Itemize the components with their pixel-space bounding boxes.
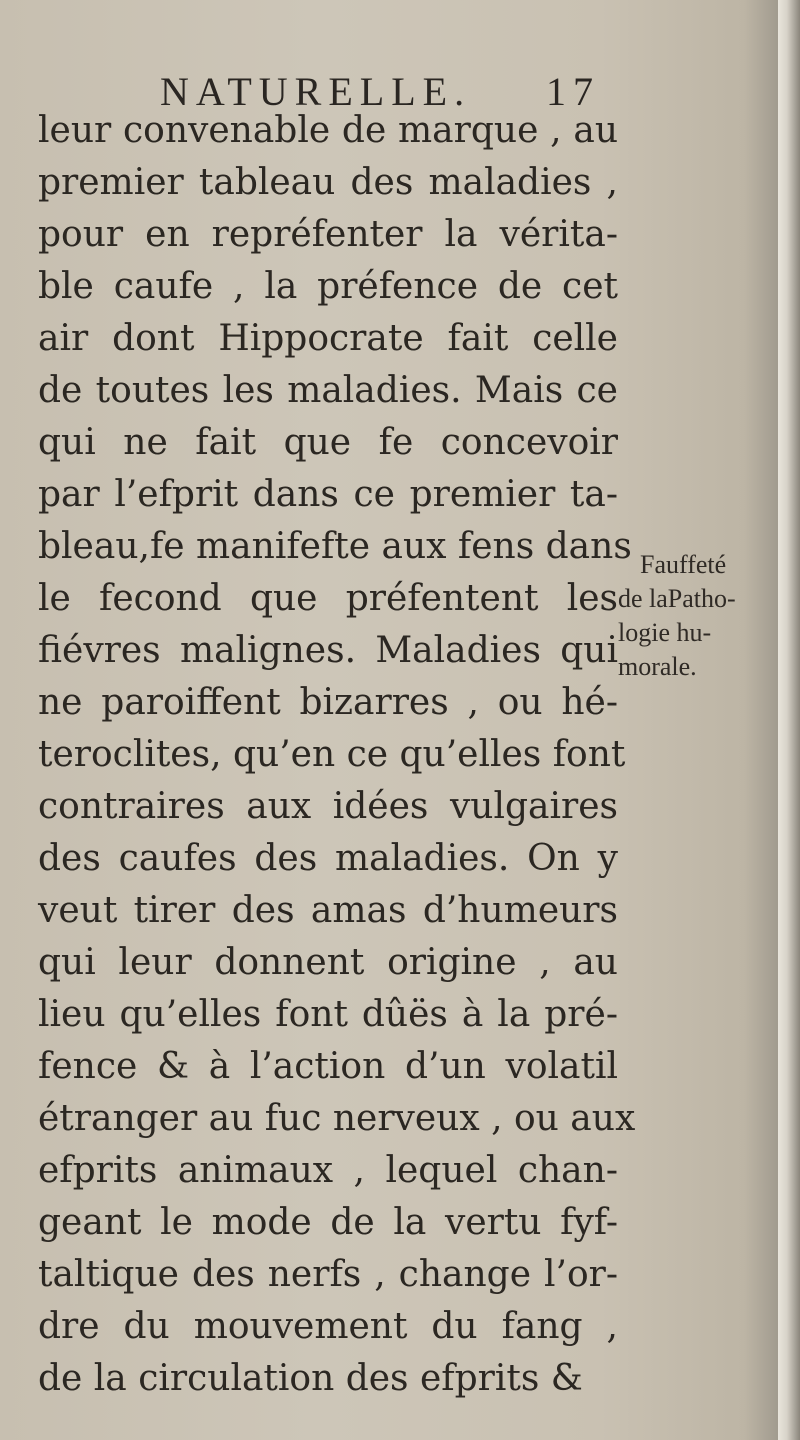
page-edge (778, 0, 800, 1440)
text-line: qui leur donnent origine , au (38, 942, 618, 983)
marginal-note-line: morale. (618, 652, 697, 681)
text-line: bleau,fe manifefte aux fens dans (38, 526, 632, 567)
text-line: étranger au fuc nerveux , ou aux (38, 1098, 636, 1139)
text-line: taltique des nerfs , change l’or- (38, 1254, 618, 1295)
page-number: 17 (546, 69, 600, 114)
text-line: contraires aux idées vulgaires (38, 786, 618, 827)
body-text (38, 105, 636, 1405)
text-line: efprits animaux , lequel chan- (38, 1150, 618, 1191)
marginal-note (618, 548, 788, 684)
text-line: fiévres malignes. Maladies qui (38, 630, 618, 671)
marginal-note-line: Fauffeté (640, 550, 727, 579)
text-line: fence & à l’action d’un volatil (38, 1046, 618, 1087)
text-line: dre du mouvement du fang , (38, 1306, 618, 1347)
text-line: par l’efprit dans ce premier ta- (38, 474, 618, 515)
text-line: de toutes les maladies. Mais ce (38, 370, 618, 411)
text-line: geant le mode de la vertu fyf- (38, 1202, 618, 1243)
text-line: de la circulation des efprits & (38, 1358, 583, 1399)
text-line: ne paroiffent bizarres , ou hé- (38, 682, 618, 723)
text-line: ble caufe , la préfence de cet (38, 266, 618, 307)
text-line: qui ne fait que fe concevoir (38, 422, 618, 463)
text-line: des caufes des maladies. On y (38, 838, 618, 879)
text-line: pour en repréfenter la vérita- (38, 214, 618, 255)
text-line: veut tirer des amas d’humeurs (38, 890, 618, 931)
text-line: premier tableau des maladies , (38, 162, 618, 203)
marginal-note-line: de laPatho- (618, 584, 736, 613)
text-line: leur convenable de marque , au (38, 110, 618, 151)
text-line: le fecond que préfentent les (38, 578, 618, 619)
text-line: teroclites, qu’en ce qu’elles font (38, 734, 626, 775)
running-title: NATURELLE. (160, 69, 472, 114)
text-line: air dont Hippocrate fait celle (38, 318, 618, 359)
text-line: lieu qu’elles font dûës à la pré- (38, 994, 618, 1035)
marginal-note-line: logie hu- (618, 618, 712, 647)
